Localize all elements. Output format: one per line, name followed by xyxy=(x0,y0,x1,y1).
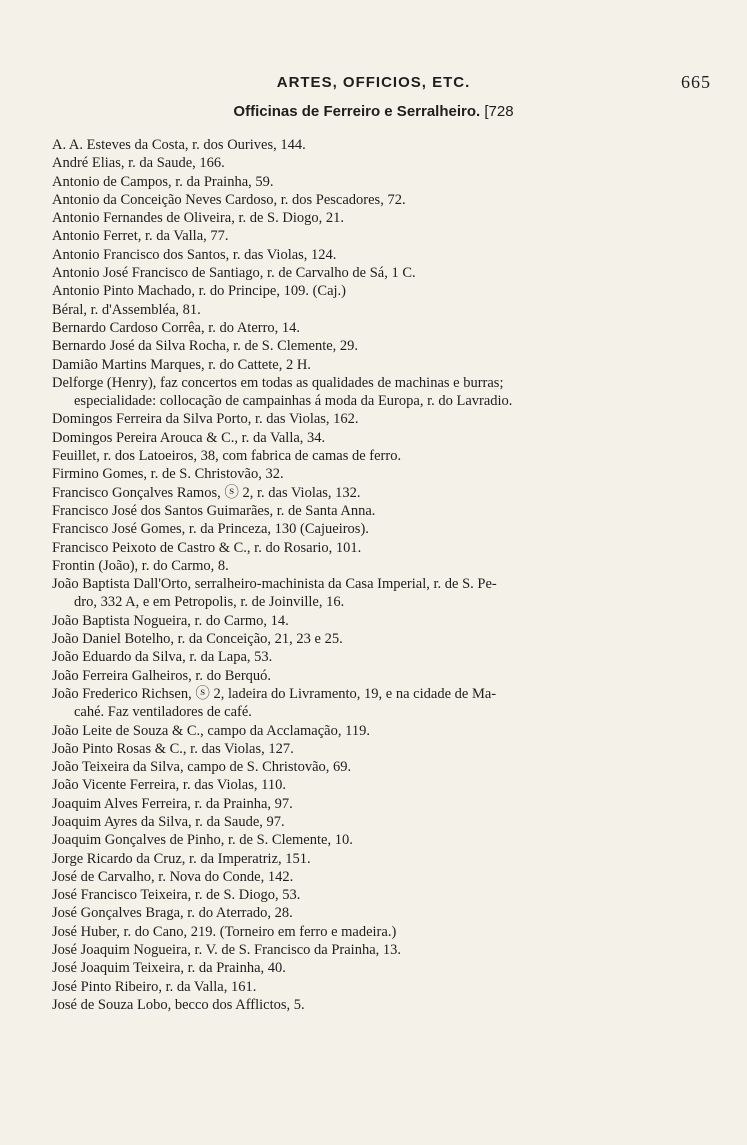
entry-continuation-line: dro, 332 A, e em Petropolis, r. de Joinville, 16. xyxy=(74,594,345,611)
entry-line: João Baptista Dall'Orto, serralheiro-machinista da Casa Imperial, r. de S. Pe- xyxy=(52,576,497,593)
entry-line: José Gonçalves Braga, r. do Aterrado, 28. xyxy=(52,905,293,922)
entry-line: José Francisco Teixeira, r. de S. Diogo, 53. xyxy=(52,887,301,904)
list-item xyxy=(52,136,712,154)
list-item xyxy=(52,831,712,849)
entry-line: José Joaquim Teixeira, r. da Prainha, 40. xyxy=(52,960,286,977)
entry-line: Antonio Ferret, r. da Valla, 77. xyxy=(52,228,229,245)
entry-continuation-line: cahé. Faz ventiladores de café. xyxy=(74,704,252,721)
subtitle xyxy=(0,103,747,120)
list-item xyxy=(52,374,712,411)
list-item xyxy=(52,685,712,722)
list-item xyxy=(52,996,712,1014)
entry-line: Antonio Francisco dos Santos, r. das Violas, 124. xyxy=(52,246,337,263)
entry-line: Damião Martins Marques, r. do Cattete, 2 H. xyxy=(52,356,311,373)
list-item xyxy=(52,173,712,191)
list-item xyxy=(52,520,712,538)
entry-line: Joaquim Ayres da Silva, r. da Saude, 97. xyxy=(52,813,285,830)
entry-line: José Joaquim Nogueira, r. V. de S. Francisco da Prainha, 13. xyxy=(52,942,402,959)
entry-line: Domingos Pereira Arouca & C., r. da Valla, 34. xyxy=(52,429,326,446)
list-item xyxy=(52,484,712,502)
entry-line: Delforge (Henry), faz concertos em todas as qualidades de machinas e burras; xyxy=(52,374,504,391)
list-item xyxy=(52,264,712,282)
list-item xyxy=(52,429,712,447)
list-item xyxy=(52,795,712,813)
entry-line: Joaquim Gonçalves de Pinho, r. de S. Clemente, 10. xyxy=(52,832,353,849)
list-item xyxy=(52,630,712,648)
list-item xyxy=(52,191,712,209)
page-number: 665 xyxy=(681,72,711,92)
entry-line: Frontin (João), r. do Carmo, 8. xyxy=(52,557,229,574)
list-item xyxy=(52,776,712,794)
entry-line: João Pinto Rosas & C., r. das Violas, 127. xyxy=(52,740,294,757)
list-item xyxy=(52,868,712,886)
entry-line: A. A. Esteves da Costa, r. dos Ourives, 144. xyxy=(52,137,306,153)
entry-line: Domingos Ferreira da Silva Porto, r. das Violas, 162. xyxy=(52,411,359,428)
list-item xyxy=(52,227,712,245)
entry-line: Antonio Pinto Machado, r. do Principe, 109. (Caj.) xyxy=(52,283,346,300)
entry-line: Antonio Fernandes de Oliveira, r. de S. Diogo, 21. xyxy=(52,210,344,227)
section-title: ARTES, OFFICIOS, ETC. xyxy=(276,74,471,91)
entry-line: João Teixeira da Silva, campo de S. Christovão, 69. xyxy=(52,759,352,776)
entry-line: Francisco Peixoto de Castro & C., r. do Rosario, 101. xyxy=(52,539,362,556)
entry-line: Béral, r. d'Assembléa, 81. xyxy=(52,301,201,318)
entry-line: Francisco José Gomes, r. da Princeza, 130 (Cajueiros). xyxy=(52,521,369,538)
entry-line: Antonio da Conceição Neves Cardoso, r. dos Pescadores, 72. xyxy=(52,191,406,208)
subtitle-text: Officinas de Ferreiro e Serralheiro. xyxy=(233,103,481,120)
entry-line: João Frederico Richsen, ⓢ 2, ladeira do Livramento, 19, e na cidade de Ma- xyxy=(52,685,497,702)
list-item xyxy=(52,959,712,977)
subtitle-number: [728 xyxy=(484,103,514,120)
entry-line: Bernardo José da Silva Rocha, r. de S. Clemente, 29. xyxy=(52,338,359,355)
entry-line: Feuillet, r. dos Latoeiros, 38, com fabrica de camas de ferro. xyxy=(52,448,402,465)
entry-continuation-line: especialidade: collocação de campainhas á moda da Europa, r. do Lavradio. xyxy=(74,393,513,410)
entry-line: José de Carvalho, r. Nova do Conde, 142. xyxy=(52,868,294,885)
list-item xyxy=(52,648,712,666)
list-item xyxy=(52,465,712,483)
entry-line: João Vicente Ferreira, r. das Violas, 110. xyxy=(52,777,286,794)
list-item xyxy=(52,447,712,465)
entry-line: João Daniel Botelho, r. da Conceição, 21, 23 e 25. xyxy=(52,631,343,648)
entry-line: João Leite de Souza & C., campo da Acclamação, 119. xyxy=(52,722,370,739)
list-item xyxy=(52,941,712,959)
entry-line: Antonio de Campos, r. da Prainha, 59. xyxy=(52,173,274,190)
running-head xyxy=(0,72,747,94)
entry-line: João Ferreira Galheiros, r. do Berquó. xyxy=(52,667,272,684)
entry-line: Francisco José dos Santos Guimarães, r. de Santa Anna. xyxy=(52,502,376,519)
list-item xyxy=(52,356,712,374)
entry-line: Joaquim Alves Ferreira, r. da Prainha, 97. xyxy=(52,795,293,812)
list-item xyxy=(52,813,712,831)
list-item xyxy=(52,978,712,996)
list-item xyxy=(52,612,712,630)
list-item xyxy=(52,502,712,520)
entry-line: Francisco Gonçalves Ramos, ⓢ 2, r. das Violas, 132. xyxy=(52,484,361,501)
list-item xyxy=(52,722,712,740)
entry-line: Antonio José Francisco de Santiago, r. de Carvalho de Sá, 1 C. xyxy=(52,265,416,282)
list-item xyxy=(52,319,712,337)
entry-line: André Elias, r. da Saude, 166. xyxy=(52,155,225,172)
entry-line: João Eduardo da Silva, r. da Lapa, 53. xyxy=(52,649,273,666)
entry-line: José de Souza Lobo, becco dos Afflictos, 5. xyxy=(52,996,305,1013)
list-item xyxy=(52,337,712,355)
list-item xyxy=(52,557,712,575)
list-item xyxy=(52,209,712,227)
list-item xyxy=(52,246,712,264)
list-item xyxy=(52,886,712,904)
list-item xyxy=(52,301,712,319)
list-item xyxy=(52,758,712,776)
list-item xyxy=(52,410,712,428)
list-item xyxy=(52,740,712,758)
entry-line: João Baptista Nogueira, r. do Carmo, 14. xyxy=(52,612,289,629)
list-item xyxy=(52,539,712,557)
entry-line: Firmino Gomes, r. de S. Christovão, 32. xyxy=(52,466,284,483)
list-item xyxy=(52,575,712,612)
entry-list xyxy=(52,136,712,1014)
entry-line: José Pinto Ribeiro, r. da Valla, 161. xyxy=(52,978,257,995)
list-item xyxy=(52,923,712,941)
entry-line: Bernardo Cardoso Corrêa, r. do Aterro, 14. xyxy=(52,319,301,336)
entry-line: José Huber, r. do Cano, 219. (Torneiro em ferro e madeira.) xyxy=(52,923,397,940)
list-item xyxy=(52,667,712,685)
list-item xyxy=(52,904,712,922)
list-item xyxy=(52,282,712,300)
entry-line: Jorge Ricardo da Cruz, r. da Imperatriz, 151. xyxy=(52,850,311,867)
list-item xyxy=(52,850,712,868)
list-item xyxy=(52,154,712,172)
